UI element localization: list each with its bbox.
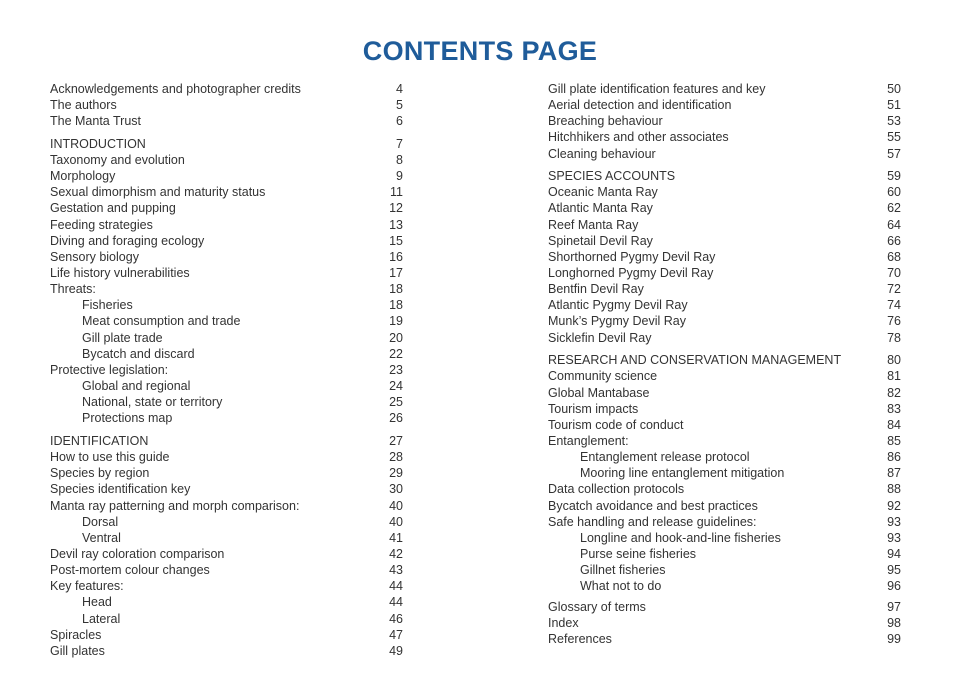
toc-entry-label: Cleaning behaviour [548,146,656,161]
toc-page-number: 99 [887,632,901,647]
toc-page-number: 16 [389,249,403,264]
toc-page-number: 28 [389,450,403,465]
toc-entry-label: What not to do [580,579,662,594]
toc-entry-label: Sicklefin Devil Ray [548,330,652,345]
toc-entry[interactable] [50,297,403,313]
toc-entry[interactable] [548,631,901,647]
toc-page-number: 51 [887,98,901,113]
toc-entry-label: Longhorned Pygmy Devil Ray [548,266,714,281]
toc-entry[interactable] [50,514,403,530]
toc-entry-label: Breaching behaviour [548,114,663,129]
toc-entry-label: Gill plate trade [82,330,163,345]
toc-entry[interactable] [50,265,403,281]
toc-page-number: 85 [887,433,901,448]
toc-page-number: 88 [887,482,901,497]
toc-entry-label: Protections map [82,411,173,426]
toc-entry-label: Bycatch and discard [82,346,195,361]
toc-entry-label: Sensory biology [50,249,139,264]
toc-entry[interactable] [50,168,403,184]
toc-entry-label: INTRODUCTION [50,136,146,151]
toc-entry[interactable] [50,611,403,627]
toc-entry-label: Gill plate identification features and key [548,82,766,96]
toc-entry-label: Data collection protocols [548,482,685,497]
toc-entry-label: The authors [50,98,117,113]
toc-page-number: 53 [887,114,901,129]
toc-page-number: 92 [887,498,901,513]
toc-page-number: 96 [887,579,901,594]
toc-page-number: 13 [389,217,403,232]
toc-entry[interactable] [548,313,901,329]
toc-page-number: 62 [887,201,901,216]
page-title: CONTENTS PAGE [362,36,598,66]
toc-entry-label: Gillnet fisheries [580,563,666,578]
toc-entry[interactable] [548,217,901,233]
toc-page-number: 66 [887,233,901,248]
toc-entry-label: Entanglement: [548,433,629,448]
toc-entry-label: Entanglement release protocol [580,450,750,465]
toc-entry[interactable] [50,465,403,481]
toc-entry[interactable] [548,200,901,216]
toc-entry[interactable] [548,81,901,97]
toc-entry[interactable] [50,97,403,113]
toc-entry-label: RESEARCH AND CONSERVATION MANAGEMENT [548,353,842,368]
toc-entry[interactable] [50,394,403,410]
toc-entry[interactable] [548,465,901,481]
toc-section-heading[interactable] [50,433,403,449]
toc-entry-label: SPECIES ACCOUNTS [548,169,676,184]
toc-entry[interactable] [548,146,901,162]
toc-page-number: 25 [389,395,403,410]
toc-entry[interactable] [50,330,403,346]
toc-entry[interactable] [548,530,901,546]
toc-entry-label: Protective legislation: [50,362,169,377]
toc-entry-label: Taxonomy and evolution [50,153,185,168]
toc-entry-label: Acknowledgements and photographer credits [50,82,301,96]
toc-page-number: 8 [396,153,403,168]
toc-page-number: 44 [389,595,403,610]
toc-page-number: 7 [396,136,403,151]
toc-entry-label: Munk’s Pygmy Devil Ray [548,314,687,329]
toc-entry[interactable] [548,562,901,578]
toc-page-number: 15 [389,233,403,248]
toc-entry[interactable] [548,184,901,200]
toc-entry[interactable] [548,498,901,514]
toc-page-number: 19 [389,314,403,329]
toc-entry-label: References [548,632,612,647]
toc-entry-label: Bentfin Devil Ray [548,282,644,297]
toc-entry-label: The Manta Trust [50,114,142,129]
toc-page-number: 78 [887,330,901,345]
toc-entry-label: Ventral [82,530,121,545]
toc-entry-label: Index [548,616,579,630]
toc-entry-label: Feeding strategies [50,217,153,232]
toc-page-number: 18 [389,282,403,297]
toc-entry-label: Devil ray coloration comparison [50,546,225,561]
toc-page-number: 23 [389,362,403,377]
toc-entry-label: Morphology [50,169,116,184]
toc-entry-label: Species by region [50,466,150,481]
toc-page-number: 17 [389,266,403,281]
toc-entry-label: Purse seine fisheries [580,546,697,561]
toc-page-number: 93 [887,530,901,545]
toc-entry[interactable] [50,233,403,249]
toc-entry[interactable] [548,113,901,129]
toc-entry-label: Glossary of terms [548,599,646,614]
toc-page-number: 94 [887,546,901,561]
toc-page-number: 83 [887,401,901,416]
toc-entry[interactable] [548,449,901,465]
toc-entry[interactable] [548,385,901,401]
toc-page-number: 27 [389,433,403,448]
toc-page-number: 11 [390,185,403,200]
toc-page-number: 12 [389,201,403,216]
toc-page-number: 87 [887,466,901,481]
contents-left-column [50,81,403,659]
toc-section-heading[interactable] [548,352,901,368]
toc-entry-label: IDENTIFICATION [50,433,149,448]
toc-entry-label: Life history vulnerabilities [50,266,190,281]
toc-entry[interactable] [548,514,901,530]
toc-page-number: 40 [389,514,403,529]
toc-entry[interactable] [50,346,403,362]
toc-entry[interactable] [50,643,403,659]
toc-entry[interactable] [50,113,403,129]
toc-entry[interactable] [548,615,901,631]
toc-entry[interactable] [50,217,403,233]
toc-entry-label: Key features: [50,579,124,594]
toc-entry-label: Aerial detection and identification [548,98,732,113]
toc-page-number: 50 [887,82,901,96]
toc-entry[interactable] [548,433,901,449]
toc-page-number: 59 [887,169,901,184]
toc-page-number: 74 [887,298,901,313]
toc-entry-label: Mooring line entanglement mitigation [580,466,785,481]
toc-page-number: 46 [389,611,403,626]
toc-entry[interactable] [548,599,901,615]
toc-page-number: 97 [887,599,901,614]
toc-entry-label: Global Mantabase [548,385,650,400]
toc-entry-label: Spiracles [50,627,102,642]
toc-page-number: 44 [389,579,403,594]
toc-entry-label: Lateral [82,611,121,626]
toc-entry-label: Oceanic Manta Ray [548,185,658,200]
toc-entry[interactable] [548,265,901,281]
toc-page-number: 24 [389,379,403,394]
toc-page-number: 70 [887,266,901,281]
toc-entry[interactable] [50,313,403,329]
toc-entry-label: Atlantic Manta Ray [548,201,653,216]
toc-entry[interactable] [50,530,403,546]
toc-page-number: 22 [389,346,403,361]
contents-right-column [548,81,901,647]
toc-page-number: 80 [887,353,901,368]
toc-entry[interactable] [50,362,403,378]
toc-entry-label: Atlantic Pygmy Devil Ray [548,298,688,313]
toc-entry[interactable] [548,481,901,497]
toc-page-number: 41 [389,530,403,545]
toc-section-heading[interactable] [548,168,901,184]
toc-page-number: 26 [389,411,403,426]
toc-page-number: 18 [389,298,403,313]
toc-entry-label: Diving and foraging ecology [50,233,205,248]
toc-entry[interactable] [50,378,403,394]
toc-entry[interactable] [548,368,901,384]
toc-page-number: 82 [887,385,901,400]
toc-entry[interactable] [50,546,403,562]
toc-entry-label: Threats: [50,282,96,297]
toc-page-number: 30 [389,482,403,497]
toc-entry[interactable] [50,594,403,610]
toc-page-number: 98 [887,616,901,630]
toc-entry[interactable] [548,281,901,297]
toc-entry[interactable] [50,200,403,216]
toc-page-number: 60 [887,185,901,200]
toc-page-number: 84 [887,417,901,432]
toc-page-number: 55 [887,130,901,145]
toc-page-number: 47 [389,627,403,642]
toc-page-number: 86 [887,450,901,465]
toc-entry[interactable] [548,417,901,433]
toc-entry[interactable] [50,249,403,265]
toc-entry[interactable] [50,562,403,578]
toc-entry[interactable] [548,401,901,417]
toc-page-number: 72 [887,282,901,297]
toc-entry[interactable] [50,410,403,426]
toc-entry-label: Spinetail Devil Ray [548,233,653,248]
toc-entry[interactable] [50,281,403,297]
toc-entry[interactable] [548,233,901,249]
toc-page-number: 68 [887,249,901,264]
toc-entry[interactable] [548,546,901,562]
toc-entry-label: How to use this guide [50,450,170,465]
toc-entry[interactable] [548,297,901,313]
toc-entry-label: Species identification key [50,482,191,497]
toc-page-number: 49 [389,643,403,658]
toc-entry-label: Fisheries [82,298,133,313]
toc-entry-label: Head [82,595,112,610]
toc-page-number: 29 [389,466,403,481]
toc-entry-label: Tourism impacts [548,401,639,416]
toc-entry-label: Bycatch avoidance and best practices [548,498,758,513]
toc-entry[interactable] [50,449,403,465]
toc-entry[interactable] [50,81,403,97]
toc-entry-label: National, state or territory [82,395,223,410]
toc-entry-label: Hitchhikers and other associates [548,130,729,145]
toc-page-number: 9 [396,169,403,184]
toc-entry[interactable] [548,330,901,346]
toc-page-number: 42 [389,546,403,561]
toc-entry[interactable] [50,184,403,200]
toc-entry-label: Global and regional [82,379,191,394]
toc-entry[interactable] [548,249,901,265]
toc-entry[interactable] [50,627,403,643]
toc-page-number: 93 [887,514,901,529]
toc-page-number: 57 [887,146,901,161]
toc-page-number: 81 [887,369,901,384]
toc-entry[interactable] [50,481,403,497]
toc-entry-label: Tourism code of conduct [548,417,684,432]
toc-page-number: 6 [396,114,403,129]
toc-page-number: 5 [396,98,403,113]
toc-page-number: 40 [389,498,403,513]
toc-entry[interactable] [50,152,403,168]
toc-entry[interactable] [548,578,901,594]
toc-entry-label: Gill plates [50,643,105,658]
toc-entry-label: Dorsal [82,514,119,529]
toc-entry-label: Post-mortem colour changes [50,563,210,578]
toc-entry-label: Longline and hook-and-line fisheries [580,530,781,545]
toc-page-number: 43 [389,563,403,578]
toc-entry-label: Gestation and pupping [50,201,176,216]
toc-page-number: 76 [887,314,901,329]
toc-entry-label: Community science [548,369,658,384]
toc-entry[interactable] [548,129,901,145]
toc-page-number: 20 [389,330,403,345]
toc-entry[interactable] [548,97,901,113]
toc-entry-label: Reef Manta Ray [548,217,639,232]
toc-entry-label: Manta ray patterning and morph comparison: [50,498,300,513]
toc-page-number: 64 [887,217,901,232]
toc-entry[interactable] [50,578,403,594]
toc-page-number: 4 [396,82,403,96]
toc-entry-label: Sexual dimorphism and maturity status [50,185,266,200]
toc-entry-label: Safe handling and release guidelines: [548,514,757,529]
toc-entry-label: Shorthorned Pygmy Devil Ray [548,249,716,264]
toc-entry[interactable] [50,498,403,514]
toc-page-number: 95 [887,563,901,578]
toc-section-heading[interactable] [50,136,403,152]
toc-entry-label: Meat consumption and trade [82,314,241,329]
